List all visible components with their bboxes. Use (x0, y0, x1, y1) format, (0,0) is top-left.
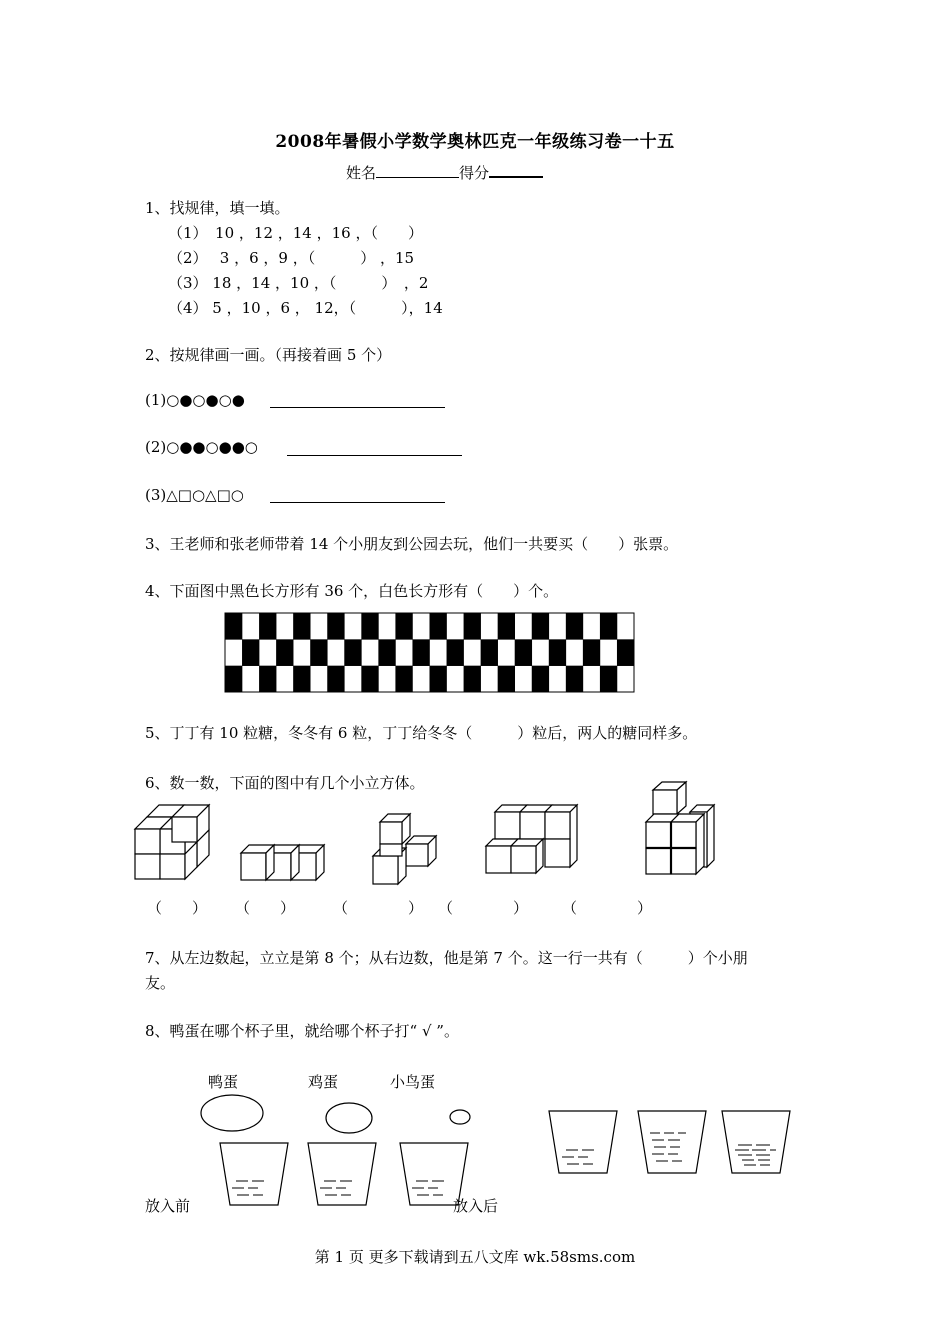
black-rectangle (293, 613, 310, 640)
q2-answer-line-3[interactable] (270, 502, 445, 503)
cup-after-3-icon (722, 1111, 790, 1173)
cube-figures (0, 770, 950, 890)
footer-text: 第 1 页 更多下载请到五八文库 wk.58sms.com (314, 1248, 636, 1266)
cube-figure-4 (486, 805, 577, 873)
black-rectangle (481, 639, 498, 666)
bird-egg-icon (450, 1110, 470, 1124)
q1-item-3: （3） 18 ，14 ，10 ，（ ） ，2 (168, 274, 429, 292)
black-rectangle (464, 613, 481, 640)
cup-before-1-icon (220, 1143, 288, 1205)
black-rectangle (242, 639, 259, 666)
egg-label-bird: 小鸟蛋 (390, 1073, 436, 1091)
black-rectangle (430, 666, 447, 693)
q6-blank-1[interactable]: （ ） (147, 899, 208, 917)
q2-row-3: (3)△□○△□○ (145, 486, 244, 504)
black-rectangle (310, 639, 327, 666)
score-label: 得分 (459, 164, 490, 182)
black-rectangle (532, 613, 549, 640)
q6-text: 6、数一数，下面的图中有几个小立方体。 (145, 774, 425, 792)
black-rectangle (515, 639, 532, 666)
black-rectangle (430, 613, 447, 640)
before-label: 放入前 (145, 1197, 191, 1215)
q7-line-1: 7、从左边数起，立立是第 8 个；从右边数，他是第 7 个。这一行一共有（ ）个小朋 (145, 949, 748, 967)
q6-blank-4[interactable]: （ ） (438, 899, 529, 917)
q1-item-4: （4） 5 ，10 ，6 ， 12，（ ），14 (168, 299, 443, 317)
black-rectangle (395, 666, 412, 693)
cube-figure-2 (241, 845, 324, 880)
q2-row-2: (2)○●●○●●○ (145, 438, 258, 456)
score-blank[interactable] (489, 162, 543, 178)
duck-egg-icon (201, 1095, 263, 1131)
q6-blank-2[interactable]: （ ） (235, 899, 296, 917)
cube-figure-5 (646, 782, 714, 874)
q8-text: 8、鸭蛋在哪个杯子里，就给哪个杯子打“ √ ”。 (145, 1022, 459, 1040)
black-rectangle (378, 639, 395, 666)
q2-row-1: (1)○●○●○● (145, 391, 245, 409)
black-rectangle (464, 666, 481, 693)
q1-prompt: 1、找规律，填一填。 (145, 199, 290, 217)
black-rectangle (498, 666, 515, 693)
name-label: 姓名 (346, 164, 377, 182)
black-rectangle (532, 666, 549, 693)
cube-figure-1 (135, 805, 209, 879)
name-score-line (346, 162, 543, 183)
black-rectangle (259, 613, 276, 640)
cup-before-2-icon (308, 1143, 376, 1205)
q4-text: 4、下面图中黑色长方形有 36 个，白色长方形有（ ）个。 (145, 582, 559, 600)
black-rectangle (344, 639, 361, 666)
q3-text: 3、王老师和张老师带着 14 个小朋友到公园去玩，他们一共要买（ ）张票。 (145, 535, 679, 553)
q1-item-2: （2） 3 ，6 ，9 ，（ ） ，15 (168, 249, 415, 267)
q6-blank-5[interactable]: （ ） (562, 899, 653, 917)
title-text: 2008年暑假小学数学奥林匹克一年级练习卷一十五 (275, 132, 675, 152)
black-rectangle (617, 639, 634, 666)
black-rectangle (600, 613, 617, 640)
q2-answer-line-2[interactable] (287, 455, 462, 456)
black-rectangle (583, 639, 600, 666)
black-rectangle (276, 639, 293, 666)
black-rectangle (293, 666, 310, 693)
black-rectangle (327, 613, 344, 640)
black-rectangle (447, 639, 464, 666)
q6-blank-3[interactable]: （ ） (333, 899, 424, 917)
black-rectangle (566, 613, 583, 640)
checkerboard-figure (225, 613, 634, 692)
black-rectangle (600, 666, 617, 693)
black-rectangle (361, 613, 378, 640)
cup-after-2-icon (638, 1111, 706, 1173)
black-rectangle (549, 639, 566, 666)
q7-line-2: 友。 (145, 974, 176, 992)
page-title (0, 127, 950, 152)
black-rectangle (225, 666, 242, 693)
after-label: 放入后 (453, 1197, 499, 1215)
black-rectangle (225, 613, 242, 640)
chicken-egg-icon (326, 1103, 372, 1133)
q2-answer-line-1[interactable] (270, 407, 445, 408)
black-rectangle (566, 666, 583, 693)
black-rectangle (412, 639, 429, 666)
egg-label-duck: 鸭蛋 (208, 1073, 239, 1091)
black-rectangle (259, 666, 276, 693)
black-rectangle (498, 613, 515, 640)
egg-label-chicken: 鸡蛋 (308, 1073, 339, 1091)
cube-figure-3 (373, 814, 436, 884)
q5-text: 5、丁丁有 10 粒糖，冬冬有 6 粒，丁丁给冬冬（ ）粒后，两人的糖同样多。 (145, 724, 698, 742)
name-blank[interactable] (376, 163, 459, 178)
black-rectangle (361, 666, 378, 693)
q2-prompt: 2、按规律画一画。（再接着画 5 个） (145, 346, 392, 364)
black-rectangle (327, 666, 344, 693)
page-footer (0, 1246, 950, 1267)
q1-item-1: （1） 10 ，12 ，14 ，16 ，（ ） (168, 224, 423, 242)
black-rectangle (395, 613, 412, 640)
